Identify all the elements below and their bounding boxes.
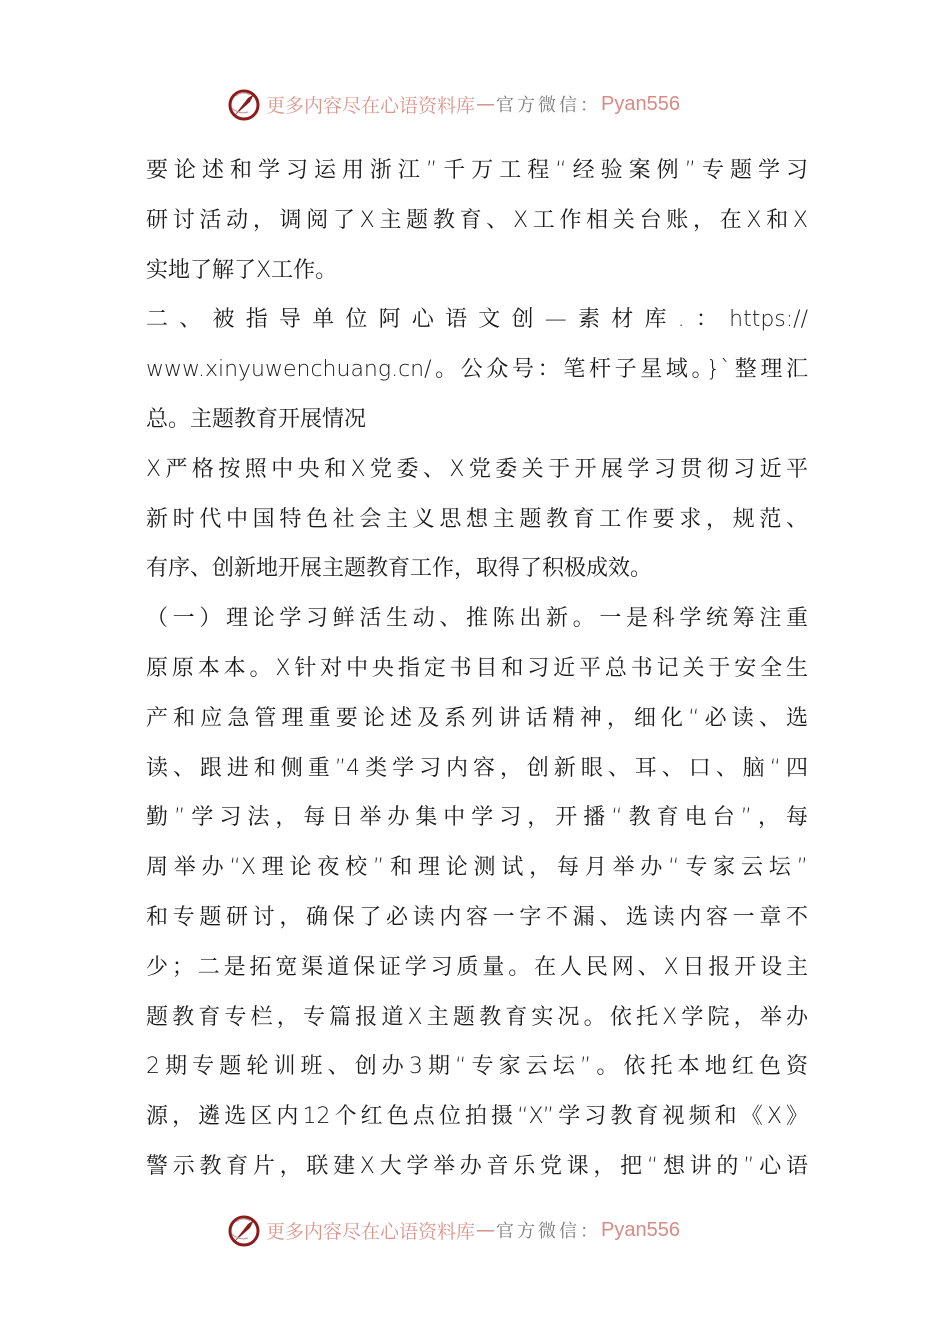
document-line: 少；二是拓宽渠道保证学习质量。在人民网、X日报开设主: [146, 954, 808, 980]
banner-wechat-id: Pyan556: [601, 1218, 680, 1241]
document-line: 勤”学习法，每日举办集中学习，开播“教育电台”，每: [146, 805, 808, 831]
document-line: 警示教育片，联建X大学举办音乐党课，把“想讲的”心语: [146, 1153, 808, 1179]
document-line: 读、跟进和侧重”4类学习内容，创新眼、耳、口、脑“四: [146, 755, 808, 781]
header-watermark-banner: [226, 84, 726, 124]
banner-main-text: 更多内容尽在心语资料库: [266, 1220, 476, 1243]
document-line: 2期专题轮训班、创办3期“专家云坛”。依托本地红色资: [146, 1054, 808, 1080]
banner-wechat-id: Pyan556: [601, 92, 680, 115]
document-line: 和专题研讨，确保了必读内容一字不漏、选读内容一章不: [146, 904, 808, 930]
subsection-line: （一）理论学习鲜活生动、推陈出新。一是科学统筹注重: [146, 606, 808, 632]
document-line: 实地了解了X工作。: [146, 257, 338, 283]
quill-pen-logo-icon: [226, 86, 262, 122]
document-body: [146, 146, 808, 1192]
document-line: 产和应急管理重要论述及系列讲话精神，细化“必读、选: [146, 705, 808, 731]
quill-pen-logo-icon: [226, 1212, 262, 1248]
banner-dash: —: [476, 1219, 496, 1241]
document-line: 题教育专栏，专篇报道X主题教育实况。依托X学院，举办: [146, 1004, 808, 1030]
document-line: 研讨活动，调阅了X主题教育、X工作相关台账，在X和X: [146, 207, 808, 233]
banner-wechat-label: 官方微信：: [496, 1221, 602, 1242]
document-line: 有序、创新地开展主题教育工作，取得了积极成效。: [146, 556, 653, 582]
section-heading-line: 总。主题教育开展情况: [146, 406, 367, 432]
document-line: 新时代中国特色社会主义思想主题教育工作要求，规范、: [146, 506, 808, 532]
document-line: 原原本本。X针对中央指定书目和习近平总书记关于安全生: [146, 655, 808, 681]
document-line: www.xinyuwenchuang.cn/。公众号：笔杆子星域。}`整理汇: [146, 357, 808, 383]
banner-dash: —: [476, 93, 496, 115]
document-line: 源，遴选区内12个红色点位拍摄“X”学习教育视频和《X》: [146, 1104, 808, 1130]
document-line: 要论述和学习运用浙江”千万工程“经验案例”专题学习: [146, 158, 808, 183]
footer-watermark-banner: [226, 1210, 726, 1250]
document-line: 周举办“X理论夜校”和理论测试，每月举办“专家云坛”: [146, 855, 808, 881]
document-line: X严格按照中央和X党委、X党委关于开展学习贯彻习近平: [146, 456, 808, 482]
section-heading-line: 二、被指导单位阿心语文创—素材库.：https://: [146, 307, 808, 333]
banner-main-text: 更多内容尽在心语资料库: [266, 94, 476, 117]
banner-wechat-label: 官方微信：: [496, 95, 602, 116]
